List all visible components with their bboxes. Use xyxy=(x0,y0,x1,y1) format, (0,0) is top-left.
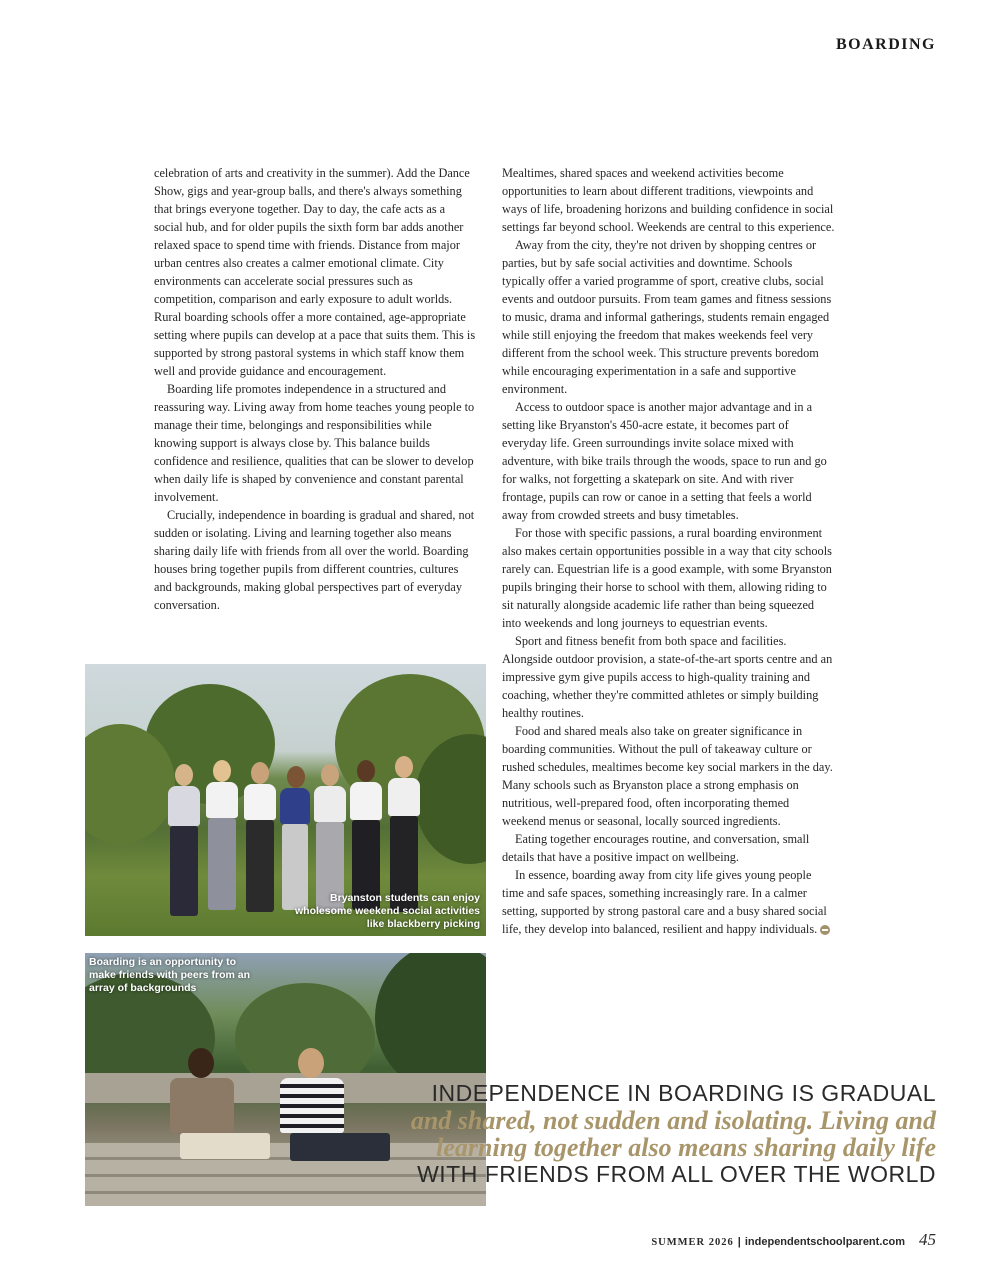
paragraph: Boarding life promotes independence in a structured and reassuring way. Living away from home teaches young people to manage their time, belongings and responsibilities while knowing support is always close by. This balance builds confidence and resilience, qualities that can be slower to develop when daily life is shaped by convenience and constant parental involvement. xyxy=(154,382,475,504)
article-column-left xyxy=(154,164,476,614)
footer-separator: | xyxy=(737,1236,741,1248)
pull-quote-line: learning together also means sharing daily life xyxy=(436,1133,936,1162)
website-link[interactable]: independentschoolparent.com xyxy=(744,1236,905,1248)
section-label: BOARDING xyxy=(835,36,936,53)
paragraph-text: In essence, boarding away from city life gives young people time and safe spaces, something increasingly rare. In a calmer setting, supported by strong pastoral care and a busy shared social life, they develop into balanced, resilient and happy individuals. xyxy=(502,868,827,936)
pull-quote xyxy=(376,1080,936,1188)
person-figure xyxy=(241,762,281,922)
paragraph: Food and shared meals also take on greater significance in boarding communities. Without the pull of takeaway culture or rushed schedules, mealtimes become key social markers in the day. Many schools such as Bryanston place a strong emphasis on nutritious, well-prepared food, often incorporating themed weekend menus or seasonal, locally sourced ingredients. xyxy=(502,724,833,828)
person-figure xyxy=(165,764,205,924)
paragraph: Crucially, independence in boarding is gradual and shared, not sudden or isolating. Living and learning together also means sharing daily life with friends from all over the world. Boarding houses bring together pupils from different countries, cultures and backgrounds, making global perspectives part of everyday conversation. xyxy=(154,508,475,612)
photo-students-blackberry-picking xyxy=(85,664,486,936)
paragraph: Sport and fitness benefit from both space and facilities. Alongside outdoor provision, a state-of-the-art sports centre and an impressive gym give pupils access to high-quality training and coaching, whether they're committed athletes or simply building healthy routines. xyxy=(502,634,833,720)
photo-caption: Bryanston students can enjoy wholesome weekend social activities like blackberry picking xyxy=(295,892,480,930)
end-mark-icon xyxy=(820,925,830,935)
person-figure xyxy=(203,760,243,920)
article-column-right xyxy=(502,164,835,938)
page-footer xyxy=(651,1230,936,1250)
paragraph: Mealtimes, shared spaces and weekend activities become opportunities to learn about different traditions, viewpoints and ways of life, broadening horizons and building confidence in social settings far beyond school. Weekends are central to this experience. xyxy=(502,166,835,234)
paragraph-final xyxy=(502,866,835,938)
pull-quote-line: and shared, not sudden and isolating. Living and xyxy=(410,1106,936,1135)
issue-season: SUMMER 2026 xyxy=(651,1237,734,1248)
pull-quote-line: INDEPENDENCE IN BOARDING IS GRADUAL xyxy=(431,1080,936,1106)
paragraph: For those with specific passions, a rural boarding environment also makes certain opportunities possible in a way that city schools rarely can. Equestrian life is a good example, with some Bryanston pupils bringing their horse to school with them, allowing riding to sit naturally alongside academic life rather than being squeezed into weekends and long journeys to equestrian events. xyxy=(502,526,832,630)
paragraph: celebration of arts and creativity in the summer). Add the Dance Show, gigs and year-group balls, and there's always something that brings everyone together. Day to day, the cafe acts as a social hub, and for older pupils the sixth form bar adds another relaxed space to spend time with friends. Distance from major urban centres also creates a calmer emotional climate. City environments can accelerate social pressures such as competition, comparison and early exposure to adult worlds. Rural boarding schools offer a more contained, age-appropriate setting where pupils can develop at a pace that suits them. This is supported by strong pastoral systems in which staff know them well and provide guidance and encouragement. xyxy=(154,166,476,378)
pull-quote-line: WITH FRIENDS FROM ALL OVER THE WORLD xyxy=(417,1161,936,1187)
person-figure xyxy=(160,1048,270,1198)
page-number: 45 xyxy=(919,1230,936,1249)
paragraph: Away from the city, they're not driven by shopping centres or parties, but by safe social activities and downtime. Schools typically offer a varied programme of sport, creative clubs, social events and outdoor pursuits. From team games and fitness sessions to music, drama and informal gatherings, students remain engaged while still enjoying the freedom that makes weekends feel very different from the school week. This structure prevents boredom while encouraging experimentation in a safe and supportive environment. xyxy=(502,238,832,396)
paragraph: Eating together encourages routine, and conversation, small details that have a positive impact on wellbeing. xyxy=(502,832,810,864)
paragraph: Access to outdoor space is another major advantage and in a setting like Bryanston's 450-acre estate, it becomes part of everyday life. Green surroundings invite solace mixed with adventure, with bike trails through the woods, space to run and go for walks, not forgetting a skatepark on site. And with river frontage, pupils can row or canoe in a setting that feels a world away from crowded streets and busy timetables. xyxy=(502,400,827,522)
photo-caption: Boarding is an opportunity to make friends with peers from an array of backgrounds xyxy=(89,956,251,994)
